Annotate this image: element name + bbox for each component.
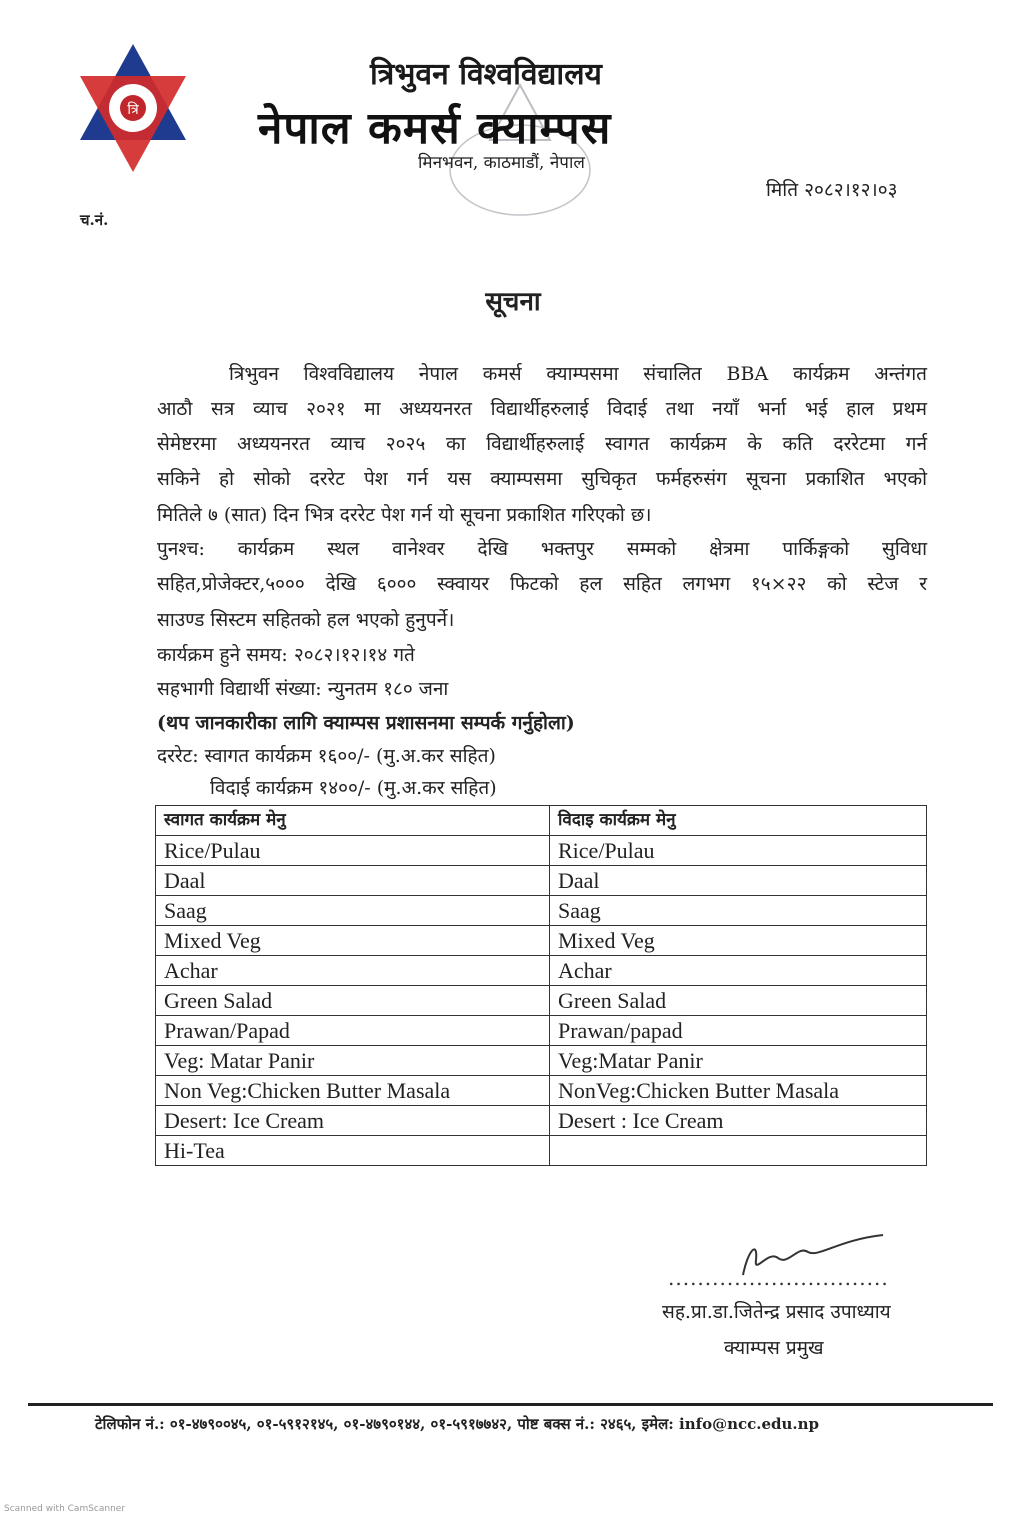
participant-count: सहभागी विद्यार्थी संख्या: न्युनतम १८० जना (157, 678, 449, 700)
welcome-item: Daal (156, 866, 550, 896)
welcome-item: Non Veg:Chicken Butter Masala (156, 1076, 550, 1106)
table-row (156, 926, 927, 956)
header-welcome-menu: स्वागत कार्यक्रम मेनु (156, 806, 550, 836)
table-row (156, 866, 927, 896)
table-row (156, 836, 927, 866)
farewell-item: Daal (550, 866, 927, 896)
contact-note: (थप जानकारीका लागि क्याम्पस प्रशासनमा सम्पर्क गर्नुहोला) (157, 712, 575, 734)
signature-block (668, 1230, 898, 1290)
header-farewell-menu: विदाइ कार्यक्रम मेनु (550, 806, 927, 836)
farewell-item: Mixed Veg (550, 926, 927, 956)
welcome-item: Rice/Pulau (156, 836, 550, 866)
table-row (156, 1136, 927, 1166)
notice-title: सूचना (485, 287, 541, 317)
farewell-item: Prawan/papad (550, 1016, 927, 1046)
paragraph-line: सेमेष्टरमा अध्ययनरत व्याच २०२५ का विद्यार्थीहरुलाई स्वागत कार्यक्रम के कति दररेटमा गर्न (157, 433, 927, 455)
tribhuvan-university-logo (78, 42, 188, 174)
farewell-item: NonVeg:Chicken Butter Masala (550, 1076, 927, 1106)
svg-text:त्रि: त्रि (127, 102, 139, 118)
paragraph-line: त्रिभुवन विश्वविद्यालय नेपाल कमर्स क्याम्पसमा संचालित BBA कार्यक्रम अन्तंगत (229, 363, 927, 385)
campus-name: नेपाल कमर्स क्याम्पस (258, 103, 612, 154)
university-name: त्रिभुवन विश्वविद्यालय (370, 57, 602, 92)
table-row (156, 1076, 927, 1106)
signature-dots: .............................. (668, 1266, 889, 1290)
table-row (156, 1016, 927, 1046)
farewell-item (550, 1136, 927, 1166)
farewell-item: Desert : Ice Cream (550, 1106, 927, 1136)
welcome-item: Achar (156, 956, 550, 986)
table-row (156, 1046, 927, 1076)
postscript-line: पुनश्च: कार्यक्रम स्थल वानेश्वर देखि भक्तपुर सम्मको क्षेत्रमा पार्किङ्गको सुविधा (157, 538, 927, 560)
rate-farewell: विदाई कार्यक्रम १४००/- (मु.अ.कर सहित) (210, 777, 497, 799)
paragraph-line: मितिले ७ (सात) दिन भित्र दररेट पेश गर्न यो सूचना प्रकाशित गरिएको छ। (157, 504, 652, 526)
footer-contact: टेलिफोन नं.: ०१-४७९००४५, ०१-५९१२१४५, ०१-४७९०१४४, ०१-५९१७७४२, पोष्ट बक्स नं.: २४६५, इमेल: info@ncc.edu.np (95, 1415, 820, 1433)
rate-welcome: दररेट: स्वागत कार्यक्रम १६००/- (मु.अ.कर सहित) (157, 745, 496, 767)
paragraph-line: आठौ सत्र व्याच २०२१ मा अध्ययनरत विद्यार्थीहरुलाई विदाई तथा नयाँ भर्ना भई हाल प्रथम (157, 398, 927, 420)
footer-divider (28, 1403, 993, 1406)
welcome-item: Veg: Matar Panir (156, 1046, 550, 1076)
paragraph-line: सकिने हो सोको दररेट पेश गर्न यस क्याम्पसमा सुचिकृत फर्महरुसंग सूचना प्रकाशित भएको (157, 468, 927, 490)
welcome-item: Hi-Tea (156, 1136, 550, 1166)
farewell-item: Saag (550, 896, 927, 926)
welcome-item: Prawan/Papad (156, 1016, 550, 1046)
welcome-item: Saag (156, 896, 550, 926)
menu-table (155, 805, 927, 1166)
event-time: कार्यक्रम हुने समय: २०८२।१२।१४ गते (157, 644, 415, 666)
table-row (156, 896, 927, 926)
farewell-item: Achar (550, 956, 927, 986)
farewell-item: Rice/Pulau (550, 836, 927, 866)
signatory-role: क्याम्पस प्रमुख (724, 1337, 824, 1359)
welcome-item: Desert: Ice Cream (156, 1106, 550, 1136)
farewell-item: Green Salad (550, 986, 927, 1016)
farewell-item: Veg:Matar Panir (550, 1046, 927, 1076)
table-header-row (156, 806, 927, 836)
reference-number-label: च.नं. (80, 211, 109, 229)
postscript-line: साउण्ड सिस्टम सहितको हल भएको हुनुपर्ने। (157, 609, 455, 631)
signatory-name: सह.प्रा.डा.जितेन्द्र प्रसाद उपाध्याय (662, 1301, 891, 1323)
scanner-watermark: Scanned with CamScanner (4, 1504, 126, 1514)
welcome-item: Mixed Veg (156, 926, 550, 956)
table-row (156, 1106, 927, 1136)
table-row (156, 956, 927, 986)
postscript-line: सहित,प्रोजेक्टर,५००० देखि ६००० स्क्वायर फिटको हल सहित लगभग १५×२२ को स्टेज र (157, 573, 927, 595)
table-row (156, 986, 927, 1016)
welcome-item: Green Salad (156, 986, 550, 1016)
notice-date: मिति २०८२।१२।०३ (766, 179, 898, 201)
campus-address: मिनभवन, काठमाडौं, नेपाल (418, 153, 585, 173)
